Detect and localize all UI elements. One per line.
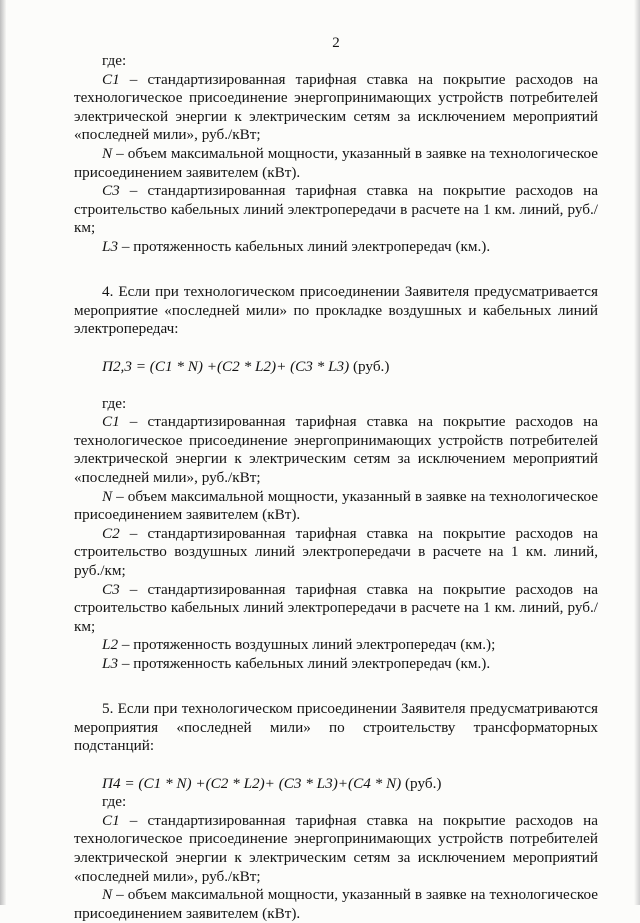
page-number: 2: [332, 35, 340, 51]
definition-c3: [74, 581, 598, 637]
definition-l3: [74, 238, 598, 257]
spacer: [74, 275, 598, 283]
definition-c1: [74, 413, 598, 487]
symbol-l3: L3: [102, 655, 119, 672]
formula-p23: [74, 358, 598, 377]
formula-expression: П4 = (C1 * N) +(C2 * L2)+ (C3 * L3)+(C4 * N): [102, 774, 402, 792]
definition-text: – стандартизированная тарифная ставка на покрытие расходов на технологическое присоединение энергопринимающих устройств потребителей электрической энергии к электрическим сетям за исключением мероприятий «последней мили», руб./кВт;: [74, 413, 598, 487]
where-label: где:: [102, 394, 127, 412]
symbol-l3: L3: [102, 237, 119, 255]
symbol-l2: L2: [102, 636, 119, 654]
clause-5-intro: 5. Если при технологическом присоединении Заявителя предусматриваются мероприятия «последней мили» по строительству трансформаторных подстанций:: [74, 700, 598, 755]
where-label: где:: [102, 52, 127, 69]
formula-unit: (руб.): [349, 357, 390, 375]
formula-unit: (руб.): [401, 774, 442, 792]
spacer: [74, 756, 598, 775]
symbol-n: N: [102, 487, 113, 505]
symbol-c2: C2: [102, 524, 120, 542]
definition-c1: [74, 71, 598, 145]
definition-text: – объем максимальной мощности, указанный в заявке на технологическое присоединением заявителем (кВт).: [74, 487, 598, 524]
spacer: [74, 376, 598, 395]
definition-n: [74, 145, 598, 182]
symbol-c3: C3: [102, 182, 120, 200]
definition-text: – объем максимальной мощности, указанный в заявке на технологическое присоединением заявителем (кВт).: [74, 886, 598, 922]
definition-text: – стандартизированная тарифная ставка на покрытие расходов на технологическое присоединение энергопринимающих устройств потребителей электрической энергии к электрическим сетям за исключением мероприятий «последней мили», руб./кВт;: [74, 70, 598, 144]
where-label: где:: [102, 793, 127, 811]
symbol-c1: C1: [102, 413, 120, 431]
definition-c1: [74, 812, 598, 886]
symbol-c3: C3: [102, 580, 120, 598]
definition-text: – стандартизированная тарифная ставка на покрытие расходов на строительство кабельных линий электропередачи в расчете на 1 км. линий, руб./км;: [74, 182, 598, 237]
definition-text: – протяженность кабельных линий электропередач (км.).: [118, 237, 491, 255]
clause-4-intro: 4. Если при технологическом присоединении Заявителя предусматривается мероприятие «последней мили» по прокладке воздушных и кабельных линий электропередач:: [74, 283, 598, 338]
definition-c2: [74, 525, 598, 581]
spacer: [74, 339, 598, 358]
definition-text: – протяженность воздушных линий электропередач (км.);: [118, 636, 496, 654]
scan-left-edge: [0, 0, 6, 905]
definition-l3: [74, 655, 598, 674]
definition-text: – стандартизированная тарифная ставка на покрытие расходов на строительство кабельных линий электропередачи в расчете на 1 км. линий, руб./км;: [74, 580, 598, 635]
symbol-c1: C1: [102, 70, 120, 88]
symbol-c1: C1: [102, 811, 120, 829]
symbol-n: N: [102, 886, 113, 904]
spacer: [74, 692, 598, 700]
definition-l2: [74, 636, 598, 655]
formula-p4: [74, 775, 598, 794]
formula-expression: П2,3 = (C1 * N) +(C2 * L2)+ (C3 * L3): [102, 357, 350, 375]
scan-right-edge: [634, 0, 640, 905]
definition-text: – протяженность кабельных линий электропередач (км.).: [118, 655, 491, 672]
spacer: [74, 257, 598, 276]
spacer: [74, 674, 598, 693]
symbol-n: N: [102, 144, 113, 162]
definition-n: [74, 488, 598, 525]
definition-text: – стандартизированная тарифная ставка на покрытие расходов на технологическое присоединение энергопринимающих устройств потребителей электрической энергии к электрическим сетям за исключением мероприятий «последней мили», руб./кВт;: [74, 811, 598, 885]
definition-c3: [74, 182, 598, 238]
document-body: [74, 52, 598, 923]
definition-text: – объем максимальной мощности, указанный в заявке на технологическое присоединением заявителем (кВт).: [74, 144, 598, 181]
definition-text: – стандартизированная тарифная ставка на покрытие расходов на строительство воздушных линий электропередачи в расчете на 1 км. линий, руб./км;: [74, 524, 598, 580]
